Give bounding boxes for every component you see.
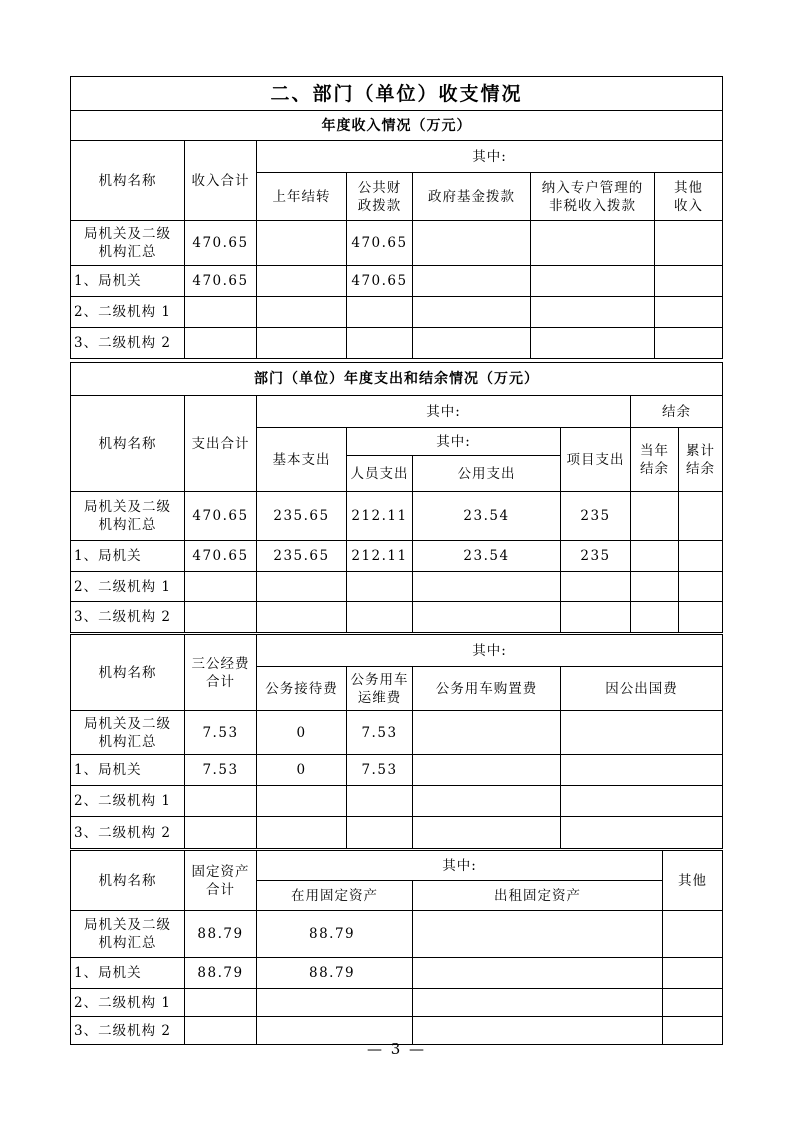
row-name: 局机关及二级 机构汇总 <box>71 711 185 755</box>
col-header-reception: 公务接待费 <box>257 667 347 711</box>
cell <box>655 266 723 297</box>
cell <box>531 297 655 328</box>
col-header-name: 机构名称 <box>71 396 185 492</box>
page-title: 二、部门（单位）收支情况 <box>71 77 723 111</box>
col-header-prev-carryover: 上年结转 <box>257 173 347 221</box>
income-section-title: 年度收入情况（万元） <box>71 111 723 141</box>
cell <box>257 297 347 328</box>
row-name: 1、局机关 <box>71 266 185 297</box>
col-header-name: 机构名称 <box>71 141 185 221</box>
col-header-project: 项目支出 <box>561 428 631 492</box>
cell: 23.54 <box>413 492 561 541</box>
col-header-overseas: 因公出国费 <box>561 667 723 711</box>
cell <box>631 541 679 572</box>
cell-total <box>185 817 257 849</box>
table-row <box>71 266 723 297</box>
table-row <box>71 989 723 1017</box>
cell <box>413 989 663 1017</box>
cell <box>413 911 663 958</box>
row-name: 3、二级机构 2 <box>71 602 185 633</box>
cell <box>413 572 561 602</box>
col-header-other-income: 其他 收入 <box>655 173 723 221</box>
page-number: — 3 — <box>366 1040 427 1058</box>
cell: 235.65 <box>257 492 347 541</box>
col-header-vehicle-purchase: 公务用车购置费 <box>413 667 561 711</box>
cell: 235 <box>561 492 631 541</box>
col-header-qizhong: 其中: <box>257 851 663 881</box>
col-header-qizhong: 其中: <box>257 141 723 173</box>
cell <box>347 786 413 817</box>
expense-table <box>70 362 723 633</box>
cell <box>257 989 413 1017</box>
cell-total: 88.79 <box>185 958 257 989</box>
cell <box>655 328 723 359</box>
row-name: 3、二级机构 2 <box>71 1017 185 1045</box>
row-name: 局机关及二级 机构汇总 <box>71 221 185 266</box>
col-header-qizhong2: 其中: <box>347 428 561 456</box>
col-header-other: 其他 <box>663 851 723 911</box>
cell: 88.79 <box>257 958 413 989</box>
col-header-personnel: 人员支出 <box>347 456 413 492</box>
cell <box>679 572 723 602</box>
cell <box>561 786 723 817</box>
cell <box>257 266 347 297</box>
table-row <box>71 541 723 572</box>
row-name: 3、二级机构 2 <box>71 328 185 359</box>
cell <box>257 602 347 633</box>
cell <box>257 221 347 266</box>
cell <box>413 755 561 786</box>
table-row <box>71 221 723 266</box>
income-table <box>70 76 723 359</box>
cell-total: 470.65 <box>185 541 257 572</box>
cell <box>631 602 679 633</box>
cell <box>347 328 413 359</box>
cell <box>347 817 413 849</box>
cell <box>561 817 723 849</box>
cell <box>413 958 663 989</box>
cell <box>531 221 655 266</box>
cell <box>561 572 631 602</box>
cell <box>561 711 723 755</box>
cell: 212.11 <box>347 541 413 572</box>
table-row <box>71 817 723 849</box>
cell <box>413 817 561 849</box>
cell: 88.79 <box>257 911 413 958</box>
cell <box>347 297 413 328</box>
col-header-total: 收入合计 <box>185 141 257 221</box>
table-row <box>71 602 723 633</box>
cell-total: 470.65 <box>185 266 257 297</box>
col-header-public: 公用支出 <box>413 456 561 492</box>
col-header-qizhong: 其中: <box>257 635 723 667</box>
cell <box>257 817 347 849</box>
table-row <box>71 911 723 958</box>
cell <box>257 328 347 359</box>
table-row <box>71 958 723 989</box>
cell-total: 7.53 <box>185 711 257 755</box>
cell <box>561 602 631 633</box>
cell-total: 88.79 <box>185 911 257 958</box>
cell <box>413 602 561 633</box>
cell <box>663 911 723 958</box>
cell: 212.11 <box>347 492 413 541</box>
cell <box>413 328 531 359</box>
cell <box>679 541 723 572</box>
col-header-qizhong: 其中: <box>257 396 631 428</box>
cell: 235.65 <box>257 541 347 572</box>
col-header-public-finance: 公共财 政拨款 <box>347 173 413 221</box>
col-header-nontax: 纳入专户管理的 非税收入拨款 <box>531 173 655 221</box>
col-header-name: 机构名称 <box>71 635 185 711</box>
table-row <box>71 786 723 817</box>
cell <box>663 958 723 989</box>
row-name: 1、局机关 <box>71 958 185 989</box>
cell-total <box>185 786 257 817</box>
row-name: 局机关及二级 机构汇总 <box>71 492 185 541</box>
col-header-current-balance: 当年 结余 <box>631 428 679 492</box>
col-header-accumulated-balance: 累计 结余 <box>679 428 723 492</box>
col-header-gov-fund: 政府基金拨款 <box>413 173 531 221</box>
row-name: 2、二级机构 1 <box>71 786 185 817</box>
cell: 470.65 <box>347 221 413 266</box>
col-header-name: 机构名称 <box>71 851 185 911</box>
cell-total <box>185 297 257 328</box>
cell <box>413 266 531 297</box>
row-name: 局机关及二级 机构汇总 <box>71 911 185 958</box>
cell <box>531 266 655 297</box>
table-row <box>71 492 723 541</box>
cell-total <box>185 328 257 359</box>
cell <box>413 221 531 266</box>
row-name: 2、二级机构 1 <box>71 297 185 328</box>
cell: 235 <box>561 541 631 572</box>
row-name: 2、二级机构 1 <box>71 989 185 1017</box>
row-name: 1、局机关 <box>71 541 185 572</box>
cell-total <box>185 989 257 1017</box>
col-header-jieyu: 结余 <box>631 396 723 428</box>
row-name: 3、二级机构 2 <box>71 817 185 849</box>
cell <box>257 572 347 602</box>
col-header-total: 三公经费 合计 <box>185 635 257 711</box>
col-header-basic: 基本支出 <box>257 428 347 492</box>
table-row <box>71 297 723 328</box>
cell-total: 470.65 <box>185 492 257 541</box>
cell <box>347 572 413 602</box>
table-row <box>71 711 723 755</box>
cell: 7.53 <box>347 755 413 786</box>
cell <box>561 755 723 786</box>
cell <box>531 328 655 359</box>
col-header-total: 支出合计 <box>185 396 257 492</box>
cell-total: 7.53 <box>185 755 257 786</box>
cell <box>679 602 723 633</box>
cell-total <box>185 602 257 633</box>
cell: 0 <box>257 755 347 786</box>
cell <box>679 492 723 541</box>
col-header-rented: 出租固定资产 <box>413 881 663 911</box>
cell <box>655 221 723 266</box>
expense-section-title: 部门（单位）年度支出和结余情况（万元） <box>71 363 723 396</box>
col-header-inuse: 在用固定资产 <box>257 881 413 911</box>
cell-total: 470.65 <box>185 221 257 266</box>
table-row <box>71 572 723 602</box>
sangong-table <box>70 634 723 849</box>
cell: 0 <box>257 711 347 755</box>
col-header-vehicle-maintenance: 公务用车 运维费 <box>347 667 413 711</box>
cell <box>631 572 679 602</box>
row-name: 2、二级机构 1 <box>71 572 185 602</box>
cell <box>655 297 723 328</box>
cell: 470.65 <box>347 266 413 297</box>
table-row <box>71 328 723 359</box>
assets-table <box>70 850 723 1045</box>
cell <box>413 711 561 755</box>
row-name: 1、局机关 <box>71 755 185 786</box>
cell <box>631 492 679 541</box>
cell <box>257 786 347 817</box>
cell <box>413 786 561 817</box>
cell-total <box>185 572 257 602</box>
table-row <box>71 755 723 786</box>
cell: 7.53 <box>347 711 413 755</box>
cell <box>347 602 413 633</box>
cell <box>663 989 723 1017</box>
col-header-total: 固定资产 合计 <box>185 851 257 911</box>
cell: 23.54 <box>413 541 561 572</box>
cell <box>413 297 531 328</box>
